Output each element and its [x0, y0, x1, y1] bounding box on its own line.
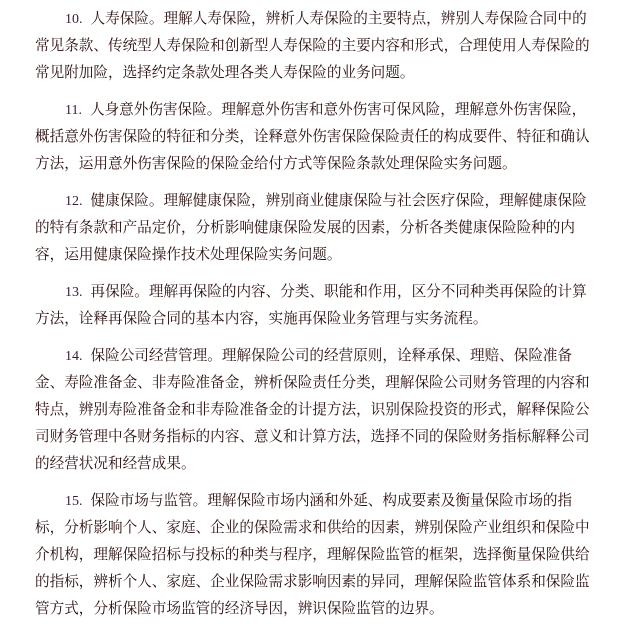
line-text: 的指标，辨析个人、家庭、企业保险需求影响因素的异同，理解保险监管体系和保险监	[35, 573, 590, 590]
line-text: 介机构，理解保险招标与投标的种类与程序，理解保险监管的框架，选择衡量保险供给	[35, 546, 590, 563]
text-line	[35, 369, 600, 396]
line-text: 人身意外伤害保险。理解意外伤害和意外伤害可保风险，理解意外伤害保险，	[89, 101, 587, 118]
text-line	[35, 342, 600, 369]
line-text: 常见条款、传统型人寿保险和创新型人寿保险的主要内容和形式，合理使用人寿保险的	[35, 37, 590, 54]
text-line	[35, 96, 600, 123]
paragraph-item	[35, 5, 600, 86]
paragraph-item	[35, 342, 600, 477]
line-text: 保险市场与监管。理解保险市场内涵和外延、构成要素及衡量保险市场的指	[90, 492, 573, 509]
text-line	[35, 396, 600, 423]
line-text: 方法，诠释再保险合同的基本内容，实施再保险业务管理与实务流程。	[35, 310, 488, 327]
text-line	[35, 59, 600, 86]
item-number: 14.	[65, 349, 83, 364]
paragraph-item	[35, 187, 600, 268]
line-text: 金、寿险准备金、非寿险准备金，辨析保险责任分类，理解保险公司财务管理的内容和	[35, 374, 590, 391]
text-line	[35, 187, 600, 214]
text-line	[35, 568, 600, 595]
line-text: 特点，辨别寿险准备金和非寿险准备金的计提方法，识别保险投资的形式，解释保险公	[35, 401, 590, 418]
text-line	[35, 5, 600, 32]
paragraph-item	[35, 487, 600, 622]
text-line	[35, 450, 600, 477]
line-text: 的经营状况和经营成果。	[35, 455, 196, 472]
text-line	[35, 278, 600, 305]
item-number: 13.	[65, 285, 83, 300]
text-line	[35, 150, 600, 177]
line-text: 常见附加险，选择约定条款处理各类人寿保险的业务问题。	[35, 64, 415, 81]
text-line	[35, 514, 600, 541]
text-line	[35, 541, 600, 568]
line-text: 司财务管理中各财务指标的内容、意义和计算方法，选择不同的保险财务指标解释公司	[35, 428, 590, 445]
paragraph-item	[35, 96, 600, 177]
item-number: 12.	[65, 194, 83, 209]
line-text: 概括意外伤害保险的特征和分类，诠释意外伤害保险保险责任的构成要件、特征和确认	[35, 128, 590, 145]
document-body	[35, 5, 600, 632]
text-line	[35, 123, 600, 150]
line-text: 的特有条款和产品定价，分析影响健康保险发展的因素，分析各类健康保险险种的内	[35, 219, 575, 236]
line-text: 管方式，分析保险市场监管的经济导因，辨识保险监管的边界。	[35, 600, 444, 617]
text-line	[35, 32, 600, 59]
text-line	[35, 305, 600, 332]
text-line	[35, 487, 600, 514]
item-number: 15.	[65, 494, 83, 509]
line-text: 保险公司经营管理。理解保险公司的经营原则，诠释承保、理赔、保险准备	[90, 347, 573, 364]
line-text: 人寿保险。理解人寿保险，辨析人寿保险的主要特点，辨别人寿保险合同中的	[90, 10, 587, 27]
line-text: 再保险。理解再保险的内容、分类、职能和作用，区分不同种类再保险的计算	[90, 283, 587, 300]
text-line	[35, 214, 600, 241]
text-line	[35, 241, 600, 268]
item-number: 10.	[65, 12, 83, 27]
line-text: 标，分析影响个人、家庭、企业的保险需求和供给的因素，辨别保险产业组织和保险中	[35, 519, 590, 536]
paragraph-item	[35, 278, 600, 332]
text-line	[35, 595, 600, 622]
text-line	[35, 423, 600, 450]
line-text: 方法，运用意外伤害保险的保险金给付方式等保险条款处理保险实务问题。	[35, 155, 517, 172]
line-text: 健康保险。理解健康保险，辨别商业健康保险与社会医疗保险，理解健康保险	[90, 192, 587, 209]
item-number: 11.	[65, 103, 82, 118]
line-text: 容，运用健康保险操作技术处理保险实务问题。	[35, 246, 342, 263]
